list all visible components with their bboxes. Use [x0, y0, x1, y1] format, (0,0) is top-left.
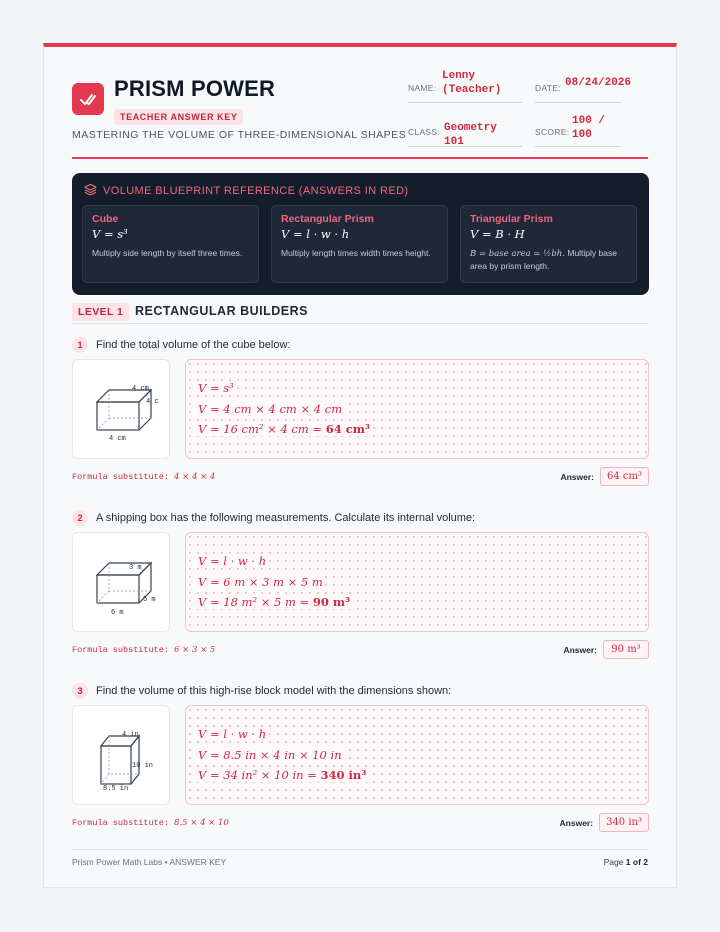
answer-row [560, 467, 649, 486]
page-word: Page [603, 857, 624, 867]
question-2 [72, 510, 649, 670]
level-title: RECTANGULAR BUILDERS [135, 304, 308, 318]
cube-figure [72, 359, 170, 459]
class-field[interactable] [408, 115, 522, 147]
card-description: Multiply side length by itself three times. [92, 248, 243, 258]
name-field[interactable] [408, 71, 522, 103]
card-name: Triangular Prism [470, 213, 553, 225]
question-number: 1 [72, 337, 88, 353]
solution-result: 340 in³ [320, 768, 367, 782]
worked-solution-area[interactable] [185, 532, 649, 632]
question-text: A shipping box has the following measurements. Calculate its internal volume: [96, 512, 476, 524]
checkmark-logo-icon [72, 83, 104, 115]
header-divider [72, 157, 648, 159]
cube-diagram [73, 360, 169, 458]
card-name: Cube [92, 213, 119, 225]
reference-title-text: VOLUME BLUEPRINT REFERENCE (ANSWERS IN RED) [103, 185, 409, 197]
page-number [604, 857, 648, 867]
score-label: SCORE: [535, 127, 570, 137]
worksheet-subtitle: MASTERING THE VOLUME OF THREE-DIMENSIONAL SHAPES [72, 129, 407, 141]
solution-step: V = 6 m × 3 m × 5 m [198, 575, 323, 589]
name-value: Lenny (Teacher) [442, 70, 502, 96]
volume-reference-panel [72, 173, 649, 295]
card-formula: V = l · w · h [281, 227, 350, 241]
dimension-label: 5 m [143, 596, 156, 604]
solution-step: V = l · w · h [198, 554, 267, 568]
date-field[interactable] [535, 71, 632, 103]
solution-step: V = s³ [198, 381, 234, 395]
card-formula: V = B · H [470, 227, 525, 241]
solution-step: V = 8.5 in × 4 in × 10 in [198, 748, 342, 762]
solution-step: V = l · w · h [198, 727, 267, 741]
answer-box[interactable]: 90 m³ [603, 640, 649, 659]
answer-box[interactable]: 340 in³ [599, 813, 649, 832]
question-text: Find the total volume of the cube below: [96, 339, 291, 351]
card-formula: V = s³ [92, 227, 128, 241]
footer-credit: Prism Power Math Labs • ANSWER KEY [72, 857, 227, 867]
answer-row [560, 813, 649, 832]
substitute-math: 4 × 4 × 4 [174, 472, 216, 482]
solution-step: V = 16 cm² × 4 cm = 64 cm³ [198, 422, 370, 436]
question-3 [72, 683, 649, 843]
dimension-label: 10 in [132, 762, 154, 770]
question-number: 2 [72, 510, 88, 526]
answer-label: Answer: [563, 644, 597, 655]
card-description [470, 247, 627, 272]
class-label: CLASS: [408, 127, 441, 137]
level-heading [72, 299, 648, 324]
substitute-math: 8.5 × 4 × 10 [174, 818, 229, 828]
reference-title [84, 183, 408, 199]
question-text: Find the volume of this high-rise block model with the dimensions shown: [96, 685, 452, 697]
question-number: 3 [72, 683, 88, 699]
dimension-label: 6 m [111, 609, 124, 617]
dimension-label: 8.5 in [103, 785, 129, 793]
page-count: 1 of 2 [625, 857, 648, 867]
brand-title: PRISM POWER [114, 76, 276, 101]
date-label: DATE: [535, 83, 561, 93]
solution-result: 64 cm³ [325, 422, 370, 436]
worked-solution-area[interactable] [185, 705, 649, 805]
solution-step: V = 18 m² × 5 m = 90 m³ [198, 595, 351, 609]
worked-solution-area[interactable] [185, 359, 649, 459]
rectangular-prism-formula-card [271, 205, 448, 283]
solution-step: V = 34 in² × 10 in = 340 in³ [198, 768, 367, 782]
dimension-label: 4 cm [109, 435, 126, 443]
dimension-label: 4 in [122, 731, 139, 739]
formula-substitute [72, 818, 229, 828]
answer-label: Answer: [560, 471, 594, 482]
answer-key-badge: TEACHER ANSWER KEY [114, 109, 243, 125]
score-field[interactable] [535, 115, 621, 147]
solution-step: V = 4 cm × 4 cm × 4 cm [198, 402, 343, 416]
solution-result: 90 m³ [312, 595, 351, 609]
name-label: NAME: [408, 83, 437, 93]
class-value: Geometry 101 [444, 122, 497, 148]
base-area-text: Multiply base area by prism length. [470, 248, 617, 271]
date-value: 08/24/2026 [565, 77, 632, 89]
substitute-math: 6 × 3 × 5 [174, 645, 216, 655]
answer-row [563, 640, 649, 659]
dimension-label: 4 c [146, 398, 159, 406]
dimension-label: 3 m [129, 564, 142, 572]
substitute-label: Formula substitute: [72, 818, 169, 828]
rectangular-prism-diagram [73, 533, 169, 631]
question-1 [72, 337, 649, 497]
layers-icon [84, 183, 97, 199]
cube-formula-card [82, 205, 259, 283]
page-footer [72, 849, 648, 870]
worksheet-header [72, 70, 648, 159]
formula-substitute [72, 472, 215, 482]
question-header [72, 683, 451, 699]
high-rise-block-diagram [73, 706, 169, 804]
dimension-label: 4 cm [132, 385, 149, 393]
score-value: 100 / 100 [572, 115, 606, 141]
block-figure [72, 705, 170, 805]
triangular-prism-formula-card [460, 205, 637, 283]
card-description: Multiply length times width times height. [281, 248, 431, 258]
level-badge: LEVEL 1 [72, 303, 129, 321]
box-figure [72, 532, 170, 632]
substitute-label: Formula substitute: [72, 645, 169, 655]
question-header [72, 337, 290, 353]
worksheet-page [43, 43, 677, 888]
card-name: Rectangular Prism [281, 213, 374, 225]
answer-label: Answer: [559, 817, 594, 828]
base-area-formula: B = base area = ½bh. [470, 249, 565, 259]
formula-substitute [72, 645, 215, 655]
answer-box[interactable]: 64 cm³ [600, 467, 649, 486]
substitute-label: Formula substitute: [72, 472, 169, 482]
question-header [72, 510, 475, 526]
